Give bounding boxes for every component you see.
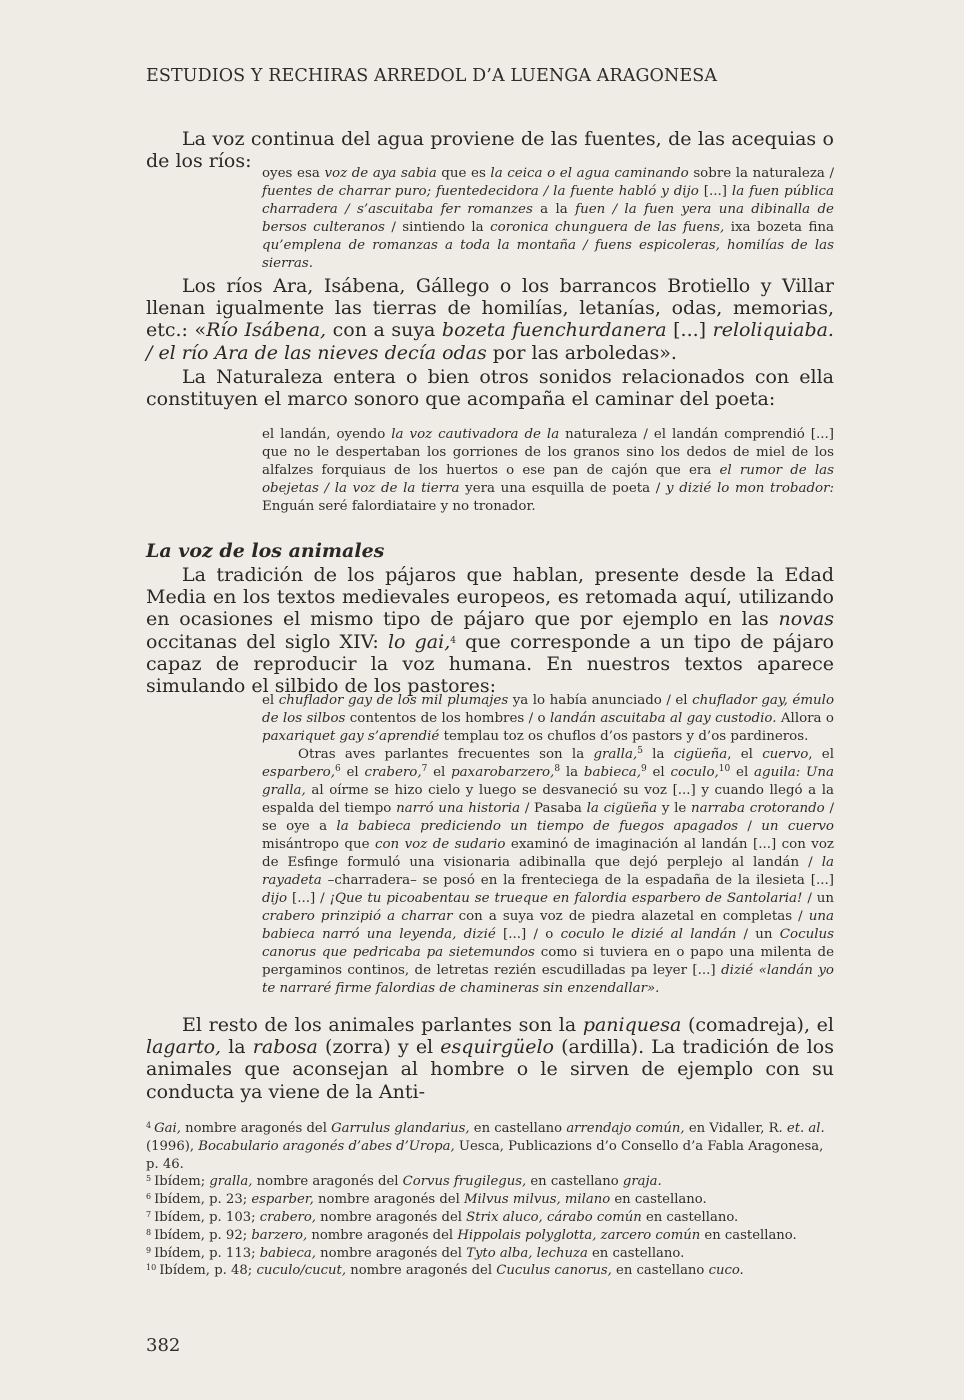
quote-italic: narró una historia xyxy=(396,801,521,816)
quote-text: / Pasaba xyxy=(520,801,587,816)
para-text: El resto de los animales parlantes son la xyxy=(182,1014,583,1036)
quote-italic: ¡Que tu picoabentau se trueque en falordia esparbero de Santolaria! xyxy=(329,891,803,906)
footnote-italic: cuco. xyxy=(708,1263,744,1279)
quote-text: el xyxy=(646,765,671,780)
quote-italic: la rayadeta xyxy=(262,855,834,888)
footnote-italic: et. al. xyxy=(786,1121,825,1136)
paragraph-water-voice: La voz continua del agua proviene de las fuentes, de las acequias o de los ríos: xyxy=(146,128,834,173)
section-heading: La voz de los animales xyxy=(146,540,385,562)
quote-text: el xyxy=(262,693,279,708)
quote-text: ya lo había anunciado / el xyxy=(508,693,693,708)
para-text: por las arboledas». xyxy=(486,341,677,364)
footnote-italic: crabero, xyxy=(259,1209,316,1225)
quote-text: la xyxy=(560,765,584,780)
quote-text: el xyxy=(730,765,755,780)
footnote-italic: gralla, xyxy=(209,1174,253,1190)
footnote-ref[interactable]: 8 xyxy=(554,764,561,774)
quote-text: –charradera– se posó en la frenteciega de la espadaña de la ilesieta [...] xyxy=(321,873,834,888)
footnote-text: Ibídem; xyxy=(154,1174,210,1190)
quote-italic: el rumor de las obejetas / la voz de la tierra xyxy=(262,463,834,496)
footnote-text: nombre aragonés del xyxy=(180,1121,332,1136)
footnote-italic: barzero, xyxy=(251,1227,308,1243)
quote-italic: fuentes de charrar puro; fuentedecidora / la fuente habló y dijo xyxy=(262,184,699,199)
quote-italic: con voz de sudario xyxy=(374,837,506,852)
paragraph-nature: La Naturaleza entera o bien otros sonidos relacionados con ella constituyen el marco sonoro que acompaña el caminar del poeta: xyxy=(146,366,834,411)
quote-italic: la ceica o el agua caminando xyxy=(490,166,689,181)
quote-italic: chuflador gay, émulo de los silbos xyxy=(262,693,835,726)
para-text: (comadreja), el xyxy=(681,1014,834,1036)
paragraph-animals xyxy=(146,1014,834,1103)
quote-text: [...] / xyxy=(287,891,330,906)
footnote-text: en castellano. xyxy=(641,1209,739,1225)
para-text: la xyxy=(221,1036,253,1059)
footnote-ref[interactable]: 10 xyxy=(718,764,731,774)
footnote-text: Ibídem, p. 103; xyxy=(154,1209,260,1225)
quote-text: a la xyxy=(532,202,576,217)
quote-text: Allora o xyxy=(776,711,834,726)
footnote-text: nombre aragonés del xyxy=(307,1227,458,1243)
footnote-text: en castellano. xyxy=(587,1245,685,1261)
quote-text: contentos de los hombres / o xyxy=(345,711,550,726)
footnote-italic: graja. xyxy=(622,1174,662,1190)
quote-text: sobre la naturaleza / xyxy=(688,166,834,181)
quote-italic: chuflador gay de los mil plumajes xyxy=(278,693,509,708)
footnote-text: nombre aragonés del xyxy=(346,1263,497,1279)
footnote-ref[interactable]: 9 xyxy=(640,764,647,774)
quote-text: yera una esquilla de poeta / xyxy=(459,481,666,496)
para-text: (ardilla). La tradición de los animales que aconsejan al hombre o le sirven de ejemplo con su conducta ya viene de la Anti- xyxy=(146,1036,835,1103)
footnote-italic: babieca, xyxy=(259,1245,316,1261)
running-head: ESTUDIOS Y RECHIRAS ARREDOL D’A LUENGA ARAGONESA xyxy=(146,66,718,86)
quote-text: y le xyxy=(657,801,692,816)
footnote-text: Uesca, Publicazions d’o Consello d’a Fabla Aragonesa, p. 46. xyxy=(146,1138,824,1172)
footnote-number: 9 xyxy=(146,1245,152,1255)
para-italic: lagarto, xyxy=(146,1036,222,1059)
quote-italic: fuen / la fuen yera una dibinalla de bersos culteranos xyxy=(262,202,834,235)
paragraph-birds xyxy=(146,564,834,697)
footnote-ref[interactable]: 7 xyxy=(421,764,428,774)
quote-italic: coronica chunguera de las fuens, xyxy=(490,220,725,235)
quote-italic: la fuen pública charradera / s’ascuitaba fer romanzes xyxy=(262,184,835,217)
para-italic: lo gai, xyxy=(387,630,451,653)
quote-italic: Coculus canorus que pedricaba pa sietemundos xyxy=(262,927,835,960)
footnote xyxy=(146,1209,836,1227)
footnote xyxy=(146,1227,836,1245)
quote-text: que es xyxy=(436,166,491,181)
quote-text: al oírme se hizo cielo y luego se desvaneció su voz [...] y cuando llegó a la espalda del tiempo xyxy=(262,783,834,816)
para-text: La tradición de los pájaros que hablan, presente desde la Edad Media en los textos medievales europeos, es retomada aquí, utilizando en ocasiones el mismo tipo de pájaro que por ejemplo en las xyxy=(146,564,834,631)
quote-italic: coculo, xyxy=(670,765,719,780)
quote-text: , el xyxy=(727,747,763,762)
footnote-text: Ibídem, p. 48; xyxy=(159,1263,257,1279)
footnote xyxy=(146,1120,836,1173)
footnote-text: nombre aragonés del xyxy=(315,1209,467,1225)
quote-italic: cigüeña xyxy=(673,747,728,762)
quote-italic: narraba crotorando xyxy=(691,801,825,816)
quote-paragraph xyxy=(262,692,834,746)
footnote-number: 4 xyxy=(146,1121,152,1130)
para-italic: bozeta fuenchurdanera xyxy=(441,319,667,342)
footnote-italic: Tyto alba, lechuza xyxy=(466,1245,588,1261)
quote-text: el xyxy=(340,765,365,780)
quote-text: misántropo que xyxy=(262,837,375,852)
footnote-italic: cuculo/cucut, xyxy=(256,1263,347,1279)
footnote-number: 7 xyxy=(146,1209,152,1219)
quote-text: naturaleza / el landán comprendió [...] que no le despertaban los gorriones de los granos sino los dedos de miel de los alfalzes forquiaus de los huertos o ese pan de cajón que era xyxy=(262,427,834,478)
footnote-number: 8 xyxy=(146,1227,152,1237)
para-text: Los ríos Ara, Isábena, Gállego o los barrancos Brotiello y Villar llenan igualmente las tierras de homilías, letanías, odas, memorias, etc.: « xyxy=(146,275,834,342)
quote-text: Enguán seré falordiataire y no tronador. xyxy=(262,499,536,514)
quote-italic: la voz cautivadora de la xyxy=(391,427,560,442)
footnote-number: 10 xyxy=(146,1263,157,1273)
para-text: con a suya xyxy=(326,319,442,342)
quote-italic: landán ascuitaba al gay custodio. xyxy=(549,711,777,726)
footnote-italic: milano xyxy=(564,1192,611,1208)
footnote xyxy=(146,1262,836,1280)
quote-text: ixa bozeta fina xyxy=(724,220,835,235)
quote-text: el xyxy=(427,765,452,780)
quote-text: / se oye a xyxy=(262,801,834,834)
quote-text: Otras aves parlantes frecuentes son la xyxy=(298,747,594,762)
footnote-text: nombre aragonés del xyxy=(313,1192,465,1208)
para-italic: rabosa xyxy=(252,1036,318,1059)
quote-text: con a suya voz de piedra alazetal en completas / xyxy=(452,909,809,924)
footnote-text: Ibídem, p. 92; xyxy=(154,1227,252,1243)
footnote-text: en castellano. xyxy=(700,1227,797,1243)
footnote-number: 6 xyxy=(146,1192,152,1202)
footnote-text: en castellano xyxy=(526,1174,623,1190)
quote-italic: la babieca prediciendo un tiempo de fuegos apagados xyxy=(336,819,739,834)
footnote-number: 5 xyxy=(146,1174,152,1184)
footnote-text: (1996), xyxy=(146,1138,199,1154)
para-text: (zorra) y el xyxy=(317,1036,441,1059)
quote-text: / sintiendo la xyxy=(384,220,491,235)
footnote xyxy=(146,1245,836,1263)
block-quote-birds xyxy=(262,692,834,998)
quote-italic: voz de aya sabia xyxy=(324,166,437,181)
quote-italic: una babieca narró una leyenda, dizié xyxy=(262,909,834,942)
quote-text: , el xyxy=(808,747,834,762)
footnote-text: en castellano. xyxy=(610,1192,707,1208)
footnote-italic: Milvus milvus, xyxy=(464,1192,561,1208)
footnote-text: nombre aragonés del xyxy=(315,1245,467,1261)
quote-text: / xyxy=(738,819,762,834)
footnote-italic: esparber, xyxy=(251,1192,314,1208)
page-number: 382 xyxy=(146,1335,181,1356)
para-italic: reloliquiaba. / el río Ara de las nieves decía odas xyxy=(146,319,834,364)
quote-italic: coculo le dizié al landán xyxy=(560,927,737,942)
quote-text: [...] / o xyxy=(495,927,561,942)
quote-italic: esparbero, xyxy=(262,765,335,780)
footnote-italic: arrendajo común, xyxy=(566,1121,685,1136)
footnote-italic: Strix aluco, cárabo común xyxy=(466,1209,642,1225)
quote-text: templau toz os chuflos d’os pastors y d’os pardineros. xyxy=(439,729,809,744)
quote-italic: un cuervo xyxy=(761,819,834,834)
quote-italic: crabero prinzipió a charrar xyxy=(262,909,453,924)
footnote xyxy=(146,1173,836,1191)
quote-italic: qu’emplena de romanzas a toda la montaña / fuens espicoleras, homilías de las sierras. xyxy=(262,238,834,271)
footnote-italic: Hippolais polyglotta, zarcero común xyxy=(457,1227,701,1243)
quote-italic: la cigüeña xyxy=(586,801,658,816)
footnote-text: en Vidaller, R. xyxy=(684,1121,787,1136)
footnote-text: en castellano xyxy=(611,1263,709,1279)
paragraph-rivers xyxy=(146,275,834,364)
para-italic: esquirgüelo xyxy=(440,1036,554,1059)
quote-italic: dizié «landán yo te narraré firme falordias de chamineras sin enzendallar». xyxy=(262,963,834,996)
para-text: que corresponde a un tipo de pájaro capaz de reproducir la voz humana. En nuestros textos aparece simulando el silbido de los pastores: xyxy=(146,630,834,698)
quote-italic: crabero, xyxy=(364,765,422,780)
quote-text: / un xyxy=(736,927,780,942)
para-italic: novas xyxy=(778,608,834,631)
footnotes xyxy=(146,1120,836,1280)
quote-italic: cuervo xyxy=(762,747,809,762)
quote-text: oyes esa xyxy=(262,166,325,181)
quote-text: el landán, oyendo xyxy=(262,427,392,442)
footnote-italic: Bocabulario aragonés d’abes d’Uropa, xyxy=(198,1138,455,1154)
footnote-text: nombre aragonés del xyxy=(252,1174,403,1190)
quote-text: la xyxy=(642,747,674,762)
footnote-italic: Gai, xyxy=(154,1121,181,1136)
footnote-italic: Cuculus canorus, xyxy=(496,1263,612,1279)
footnote-italic: Garrulus glandarius, xyxy=(331,1121,470,1136)
quote-text: como si tuviera en o papo una milenta de pergaminos continos, de letretas rezién escudilladas pa leyer [...] xyxy=(262,945,834,978)
quote-italic: gralla, xyxy=(593,747,638,762)
quote-italic: y dizié lo mon trobador: xyxy=(665,481,834,496)
footnote-text: en castellano xyxy=(469,1121,567,1136)
para-italic: paniquesa xyxy=(582,1014,682,1036)
footnote-text: Ibídem, p. 23; xyxy=(154,1192,252,1208)
block-quote-fountains xyxy=(262,165,834,273)
footnote-ref[interactable]: 6 xyxy=(334,764,341,774)
footnote-ref[interactable]: 4 xyxy=(450,635,456,646)
quote-text: [...] xyxy=(698,184,732,199)
quote-italic: dijo xyxy=(262,891,288,906)
para-text: [...] xyxy=(666,319,713,342)
quote-text: / un xyxy=(802,891,835,906)
quote-italic: paxariquet gay s’aprendié xyxy=(262,729,440,744)
quote-paragraph xyxy=(262,746,834,998)
para-italic: Río Isábena, xyxy=(206,319,327,342)
quote-italic: paxarobarzero, xyxy=(451,765,555,780)
footnote xyxy=(146,1191,836,1209)
footnote-italic: Corvus frugilegus, xyxy=(402,1174,527,1190)
footnote-text: Ibídem, p. 113; xyxy=(154,1245,260,1261)
para-text: occitanas del siglo XIV: xyxy=(146,630,388,653)
quote-italic: aguila: Una gralla, xyxy=(262,765,834,798)
block-quote-landan xyxy=(262,426,834,516)
footnote-ref[interactable]: 5 xyxy=(637,746,643,756)
quote-text: examinó de imaginación al landán [...] con voz de Esfinge formuló una visionaria adibinalla que dejó perplejo al landán / xyxy=(262,837,834,870)
quote-italic: babieca, xyxy=(583,765,641,780)
